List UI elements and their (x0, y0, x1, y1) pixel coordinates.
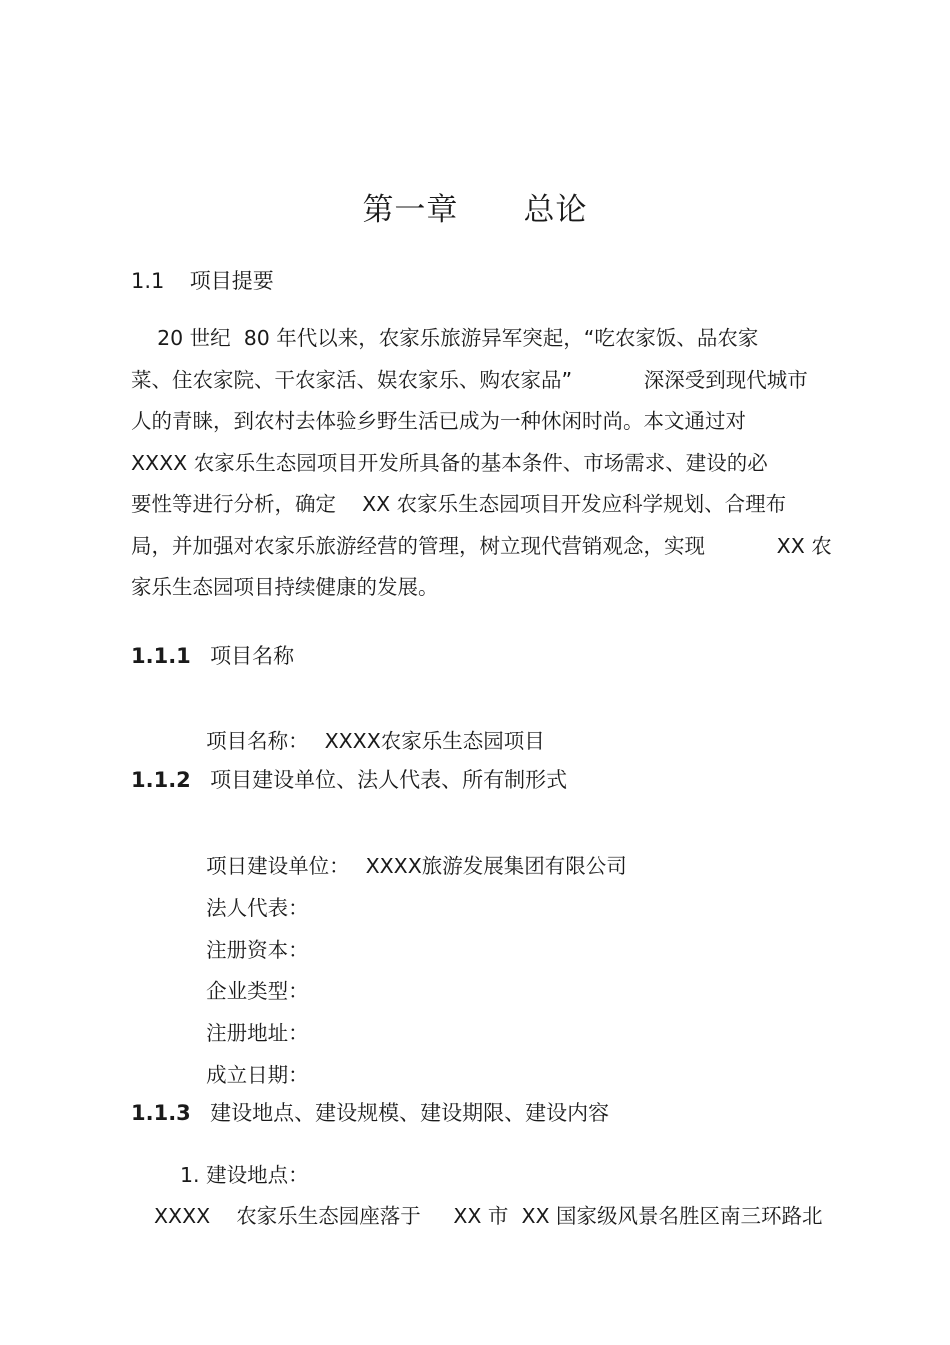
list-item-construction-site: 1. 建设地点： (180, 1163, 309, 1187)
section-title: 建设地点、建设规模、建设期限、建设内容 (210, 1101, 610, 1125)
field-label: 项目名称： (206, 729, 309, 753)
construction-site-text: XXXX 农家乐生态园座落于 XX 市 XX 国家级风景名胜区南三环路北 (154, 1204, 823, 1228)
section-title: 项目提要 (189, 269, 274, 293)
field-label: 注册资本： (206, 938, 309, 962)
field-label: 企业类型： (206, 979, 309, 1003)
paragraph-line: 家乐生态园项目持续健康的发展。 (131, 575, 439, 599)
chapter-title: 第一章 总论 (362, 192, 588, 228)
field-label: 项日建设单位： (206, 854, 350, 878)
section-heading-1-1-3 (131, 1097, 609, 1127)
section-heading-1-1-1 (131, 640, 294, 670)
field-value: XXXX旅游发展集团有限公司 (365, 854, 627, 878)
section-number: 1.1.3 (131, 1101, 191, 1125)
section-number: 1.1.2 (131, 768, 191, 792)
field-label: 法人代表： (206, 896, 309, 920)
paragraph-line: 人的青睐，到农村去体验乡野生活已成为一种休闲时尚。本文通过对 (131, 409, 746, 433)
paragraph-line: 要性等进行分析，确定 XX 农家乐生态园项目开发应科学规划、合理布 (131, 492, 787, 516)
intro-paragraph (131, 318, 866, 609)
field-label: 注册地址： (206, 1021, 309, 1045)
section-title: 项目名称 (210, 644, 295, 668)
paragraph-line: 局，并加强对农家乐旅游经营的管理，树立现代营销观念，实现 XX 农 (131, 533, 832, 558)
section-heading-1-1-2 (131, 764, 567, 794)
field-label: 成立日期： (206, 1063, 309, 1087)
section-title: 项目建设单位、法人代表、所有制形式 (210, 768, 568, 792)
section-number: 1.1.1 (131, 644, 191, 668)
section-heading-1-1 (131, 265, 274, 295)
field-value: XXXX农家乐生态园项目 (324, 729, 545, 753)
paragraph-line: 20 世纪 80 年代以来，农家乐旅游异军突起，“吃农家饭、品农家 (131, 326, 759, 350)
section-number: 1.1 (131, 269, 165, 293)
paragraph-line: XXXX 农家乐生态园项目开发所具备的基本条件、市场需求、建设的必 (131, 450, 768, 475)
paragraph-line: 菜、住农家院、干农家活、娱农家乐、购农家品” 深深受到现代城市 (131, 367, 808, 392)
